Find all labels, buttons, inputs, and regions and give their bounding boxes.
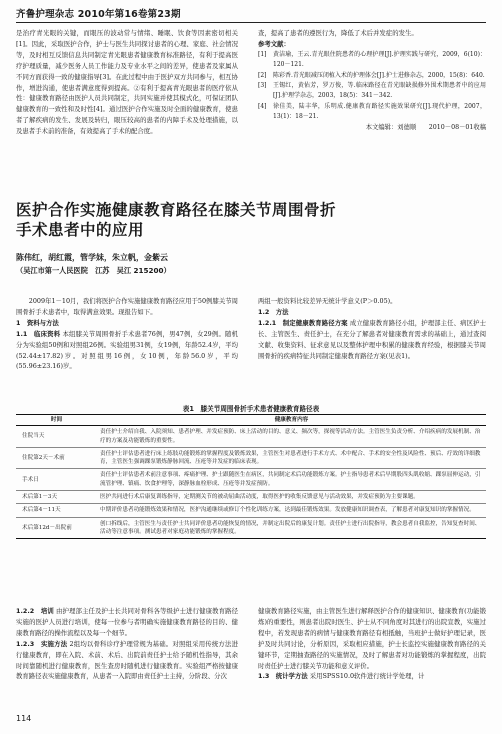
reference-number: [1] [258, 50, 267, 58]
table-row [16, 504, 486, 517]
table-cell-time: 术后第12d－出院前 [16, 517, 97, 539]
article-affiliation: （吴江市第一人民医院 江苏 吴江 215200） [16, 266, 171, 275]
section-1-3-text: 采用SPSS10.0软件进行统计学处理，计 [309, 672, 425, 681]
section-1-2-2-text: 由护理部主任及护士长共同对骨科各等级护士进行健康教育路径实施的医护人员进行培训，使每一位参与者明确实施健康教育路径的目的、健康教育路径的操作流程以及每一个细节。 [16, 607, 238, 637]
table-row [16, 447, 486, 469]
intro-paragraph: 2009年1－10月，我们将医护合作实施健康教育路径应用于50例膝关节周围骨折手术患者中，取得满意效果。现报告如下。 [16, 297, 238, 316]
table-row [16, 426, 486, 448]
table-cell-content: 责任护士评估患者术前注意事项、疼痛护理、护士跟随医生在病区，共同制定术后功能锻炼方案。护士指导患者术后早期股四头肌收缩、踝泵屈伸运动，引流管护理、镇痛、饮食护理等，深静脉血栓形成、压疮等并发症预防。 [97, 469, 486, 491]
article-authors: 陈伟红，胡红霞，管学妹，朱立帆，金紫云 [16, 253, 168, 262]
top-right-column [258, 28, 486, 134]
reference-number: [3] [258, 82, 267, 90]
column-header-content: 健康教育内容 [97, 415, 486, 426]
table-cell-content: 创口拆线后，主管医生与责任护士共同评价患者功能恢复的情况，并制定出院后的康复计划。责任护士进行出院指导，教会患者自我监控，告知复查时间、活动等注意事项。测试患者对家庭功能锻炼的掌握程度。 [97, 517, 486, 539]
page-number: 114 [16, 714, 32, 723]
article-title-line1: 医护合作实施健康教育路径在膝关节周围骨折 [16, 201, 337, 219]
table-header-row [16, 415, 486, 426]
stat-comparison: 两组一般资料比较差异无统计学意义(P＞0.05)。 [258, 297, 397, 305]
reference-number: [2] [258, 71, 267, 79]
body-right-column [258, 296, 486, 361]
table-cell-content: 责任护士介绍自我、入院须知、患者护理、并发症预防、床上活动的目的、意义、频次等，探视等活动方法。主管医生负责分析、介绍疾病的发展机制、治疗的方案及功能锻炼的重要性。 [97, 426, 486, 448]
section-1-1-heading: 1.1 临床资料 [16, 329, 61, 338]
reference-item [258, 50, 486, 71]
reference-text: 王锡红，黄佑芳，罗万俊，等.临床路径在青光眼缺损修外围术期患者中的应用[J].护理学杂志，2003，18(5)：341－342. [273, 82, 486, 100]
section-1-1-text: 本组膝关节周围骨折手术患者76例，男47例，女29例。随机分为实验组50例和对照组26例。实验组男31例，女19例，年龄52.4岁，平均(52.44±17.82)岁。对照组男16例，女10例，年龄56.0岁，平均(55.96±23.16)岁。 [16, 329, 238, 371]
section-1-2-3-text: 2组均以骨科诊疗护理常规为基础。对照组采用传统方法进行健康教育，即在入院、术前、术后、出院前责任护士给予随机性指导，其余时间靠随机进行健康教育，医生查房时随机进行健康教育。实验组严格按健康教育路径表实施健康教育，从患者一入院即由责任护士主持，分阶段、分次 [16, 639, 238, 681]
section-1-3-heading: 1.3 统计学方法 [258, 672, 308, 681]
bottom-right-column [258, 606, 486, 682]
table-cell-time: 术后第4－11天 [16, 504, 97, 517]
body-left-column [16, 296, 238, 372]
section-1-heading: 1 资料与方法 [16, 318, 59, 327]
table-cell-content: 责任护士评估患者进行床上练肢功能锻炼的掌握程度及锻炼效果，主管医生对患者进行手术方式、术中配合、手术的安全性及风险性、预后、疗效的详细教育，主管医生强调踝泵锻炼静脉回流、压疮等并发症的临床表现。 [97, 447, 486, 469]
table-row [16, 469, 486, 491]
reference-text: 徐佳美，陆丰华，乐明成.健康教育路径实施效果研究[J].现代护理，2007，13(1)：18－21. [273, 102, 486, 121]
table-cell-time: 住院当天 [16, 426, 97, 448]
table-cell-time: 住院第2天－术前 [16, 447, 97, 469]
editor-note: 本文编辑：刘德顺 2010－08－01收稿 [365, 123, 486, 131]
table-cell-content: 医护共同进行术后康复训练指导，定期测关节的被动屈曲活动度，取得医护的收集反馈意见与活动效果，并发症预防为主要课题。 [97, 491, 486, 504]
section-1-2-1-heading: 1.2.1 制定健康教育路径方案 [258, 318, 348, 327]
top-right-paragraph-end: 查，提高了患者的遵医行为，降低了术后并发症的发生。 [258, 29, 418, 37]
header-rule [16, 22, 486, 23]
section-1-2-3-heading: 1.2.3 实施方法 [16, 639, 68, 648]
column-header-time: 时间 [16, 415, 97, 426]
top-left-paragraph: 是治疗青光眼的关键，而眼压的波动常与情绪、睡眠、饮食等因素密切相关[1]。因此，采取医护合作，护士与医生共同探讨患者的心理、家庭、社会情况等，及时相互反馈信息共同制定青光眼患者健康教育标准路径，有利于提高医疗护理质量，减少医务人员工作能力及专业水平之间的差异，使患者及家属从不同方面获得一致的健康指导[3]。在此过程中由于医护双方共同参与，相互协作，增进沟通，使患者满意度得到提高。②有利于提高青光眼患者的医疗依从性：健康教育路径由医护人员共同制定，共同实施并使其模式化，可保证团队健康教育的一致性和及时性[4]。通过医护合作实施及时全面的健康教育，使患者了解疾病的发生、发展及转归，眼压较高的患者的内障手术及处理措施，以及患者手术前的准备，有效提高了手术的配合度。 [16, 29, 238, 136]
reference-item [258, 81, 486, 102]
journal-header: 齐鲁护理杂志 2010年第16卷第23期 [16, 9, 181, 20]
section-1-2-1-text: 成立健康教育路径小组，护理部主任、病区护士长、主管医生、责任护士，在充分了解患者对健康教育需求的基础上，通过查阅文献、收集资料、征求意见以及整体护理中积累的健康教育经验，根据膝关节周围骨折的疾病特征共同制定健康教育路径方案(见表1)。 [258, 318, 487, 360]
reference-text: 黄洁瑜，王云.青光眼住院患者的心理护理[J].护理实践与研究，2009，6(10)：120－121. [273, 50, 486, 69]
reference-number: [4] [258, 102, 267, 110]
section-1-2-heading: 1.2 方法 [258, 307, 289, 316]
table-row [16, 491, 486, 504]
table-title: 表1 膝关节周围骨折手术患者健康教育路径表 [182, 405, 320, 413]
article-title [16, 200, 336, 240]
references-title: 参考文献： [258, 39, 290, 48]
reference-item [258, 71, 486, 81]
table-cell-content: 中期评价患者功能锻炼效果和情况，医护沟通继续或修订个性化训练方案，达到最佳锻炼效果。发放健康知识调查表，了解患者对康复知识的掌握情况。 [97, 504, 486, 517]
reference-item [258, 102, 486, 123]
top-left-column [16, 28, 238, 137]
education-pathway-table [16, 414, 486, 539]
table-row [16, 517, 486, 539]
reference-text: 陈彩香.青光眼减压闭植入术的护理体会[J].护士进修杂志，2000，15(8)：640. [273, 71, 485, 79]
bottom-left-column [16, 606, 238, 682]
table-cell-time: 手术日 [16, 469, 97, 491]
implementation-text: 健康教育路径实施，由主管医生进行解释医护合作的健康知识、健康教育(功能锻炼)的重要性，则患者出院时医生、护士从不同角度对其进行的出院宣教，实施过程中，若发现患者的病情与健康教育路径有相抵触，当班护士做好护理记录，医护及时共同讨论，分析原因，采取相应措施，护士长监控实施健康教育路径的关键环节，定期抽查路径的实施情况，及时了解患者对功能锻炼的掌握程度，出院时责任护士进行膝关节功能和意义评价。 [258, 607, 486, 670]
table-cell-time: 术后第1－3天 [16, 491, 97, 504]
section-1-2-2-heading: 1.2.2 培训 [16, 607, 54, 615]
article-title-line2: 手术患者中的应用 [16, 221, 145, 239]
